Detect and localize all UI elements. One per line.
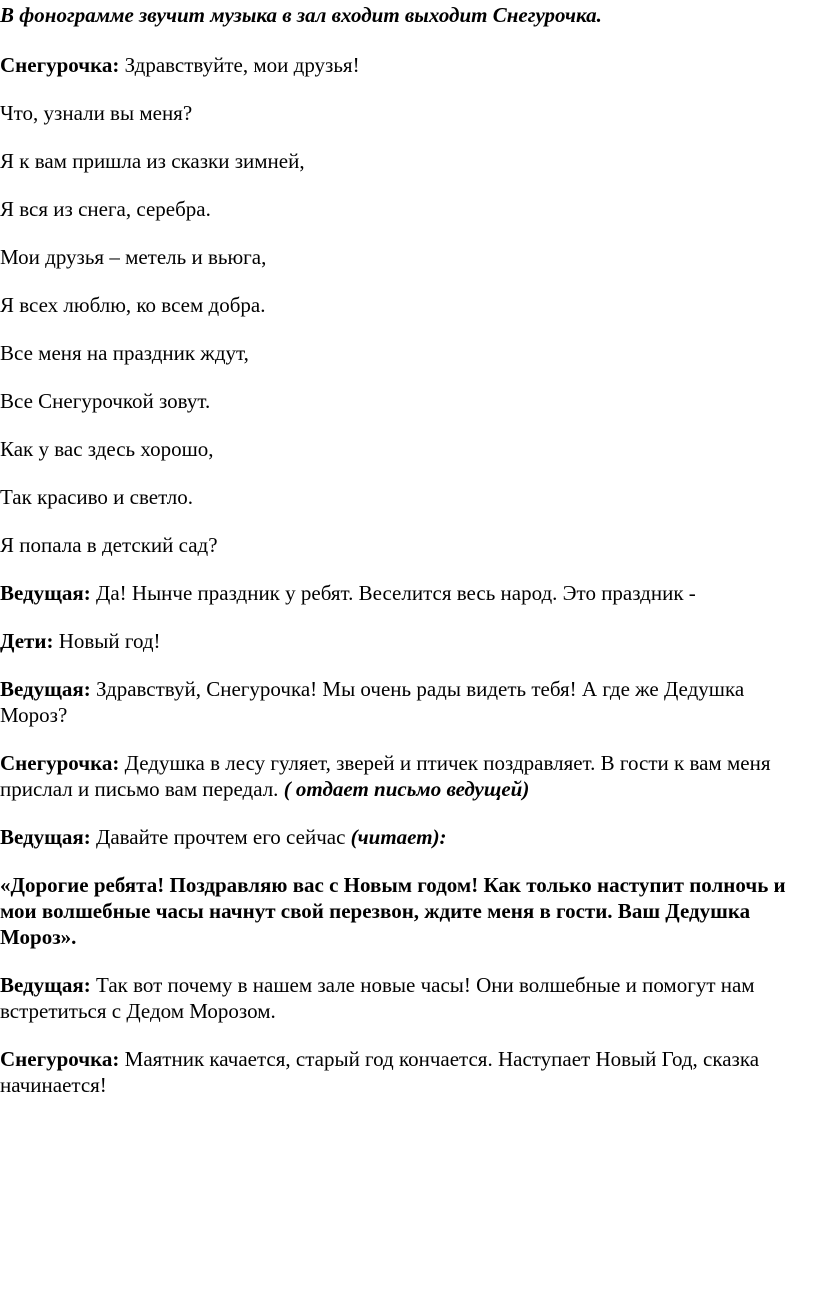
line-text: Все Снегурочкой зовут. <box>0 389 211 413</box>
dialogue-line <box>0 244 810 270</box>
line-text: Все меня на праздник ждут, <box>0 341 249 365</box>
line-text: Здравствуйте, мои друзья! <box>119 53 360 77</box>
dialogue-line <box>0 580 810 606</box>
line-text: Я вся из снега, серебра. <box>0 197 211 221</box>
line-text: Так красиво и светло. <box>0 485 193 509</box>
dialogue-line <box>0 532 810 558</box>
line-text: Маятник качается, старый год кончается. Наступает Новый Год, сказка начинается! <box>0 1047 760 1097</box>
dialogue-line <box>0 484 810 510</box>
dialogue-line <box>0 628 810 654</box>
dialogue-line <box>0 676 810 728</box>
speaker-name: Снегурочка: <box>0 751 120 775</box>
snow-maiden-final <box>0 1046 810 1098</box>
speaker-name: Ведущая: <box>0 677 91 701</box>
dialogue-line <box>0 148 810 174</box>
dialogue-line <box>0 436 810 462</box>
line-text: Что, узнали вы меня? <box>0 101 193 125</box>
snow-maiden-reply <box>0 750 810 802</box>
dialogue-line <box>0 196 810 222</box>
speaker-name: Ведущая: <box>0 581 91 605</box>
speaker-name: Ведущая: <box>0 973 91 997</box>
line-text: Новый год! <box>53 629 161 653</box>
stage-direction: (читает): <box>350 825 447 849</box>
line-text: Я попала в детский сад? <box>0 533 218 557</box>
stage-direction: ( отдает письмо ведущей) <box>283 777 530 801</box>
dialogue-line <box>0 292 810 318</box>
line-text: Как у вас здесь хорошо, <box>0 437 214 461</box>
speaker-name: Снегурочка: <box>0 53 120 77</box>
line-text: Мои друзья – метель и вьюга, <box>0 245 267 269</box>
dialogue-line <box>0 388 810 414</box>
line-text: Здравствуй, Снегурочка! Мы очень рады видеть тебя! А где же Дедушка Мороз? <box>0 677 745 727</box>
dialogue-line <box>0 100 810 126</box>
line-text: Я всех люблю, ко всем добра. <box>0 293 266 317</box>
host-reads-letter <box>0 824 810 850</box>
line-text: Я к вам пришла из сказки зимней, <box>0 149 305 173</box>
stage-direction-title: В фонограмме звучит музыка в зал входит выходит Снегурочка. <box>0 3 602 27</box>
line-text: Так вот почему в нашем зале новые часы! Они волшебные и помогут нам встретиться с Дедом Морозом. <box>0 973 755 1023</box>
speaker-name: Ведущая: <box>0 825 91 849</box>
speaker-name: Снегурочка: <box>0 1047 120 1071</box>
dialogue-line <box>0 340 810 366</box>
letter-text: «Дорогие ребята! Поздравляю вас с Новым годом! Как только наступит полночь и мои волшебные часы начнут свой перезвон, ждите меня в гости. Ваш Дедушка Мороз». <box>0 873 786 949</box>
line-text: Да! Нынче праздник у ребят. Веселится весь народ. Это праздник - <box>90 581 696 605</box>
speaker-name: Дети: <box>0 629 54 653</box>
host-clock-line <box>0 972 810 1024</box>
line-text: Дедушка в лесу гуляет, зверей и птичек поздравляет. В гости к вам меня прислал и письмо вам передал. <box>0 751 771 801</box>
dialogue-lines <box>0 52 810 728</box>
line-text: Давайте прочтем его сейчас <box>90 825 351 849</box>
dialogue-line <box>0 52 810 78</box>
